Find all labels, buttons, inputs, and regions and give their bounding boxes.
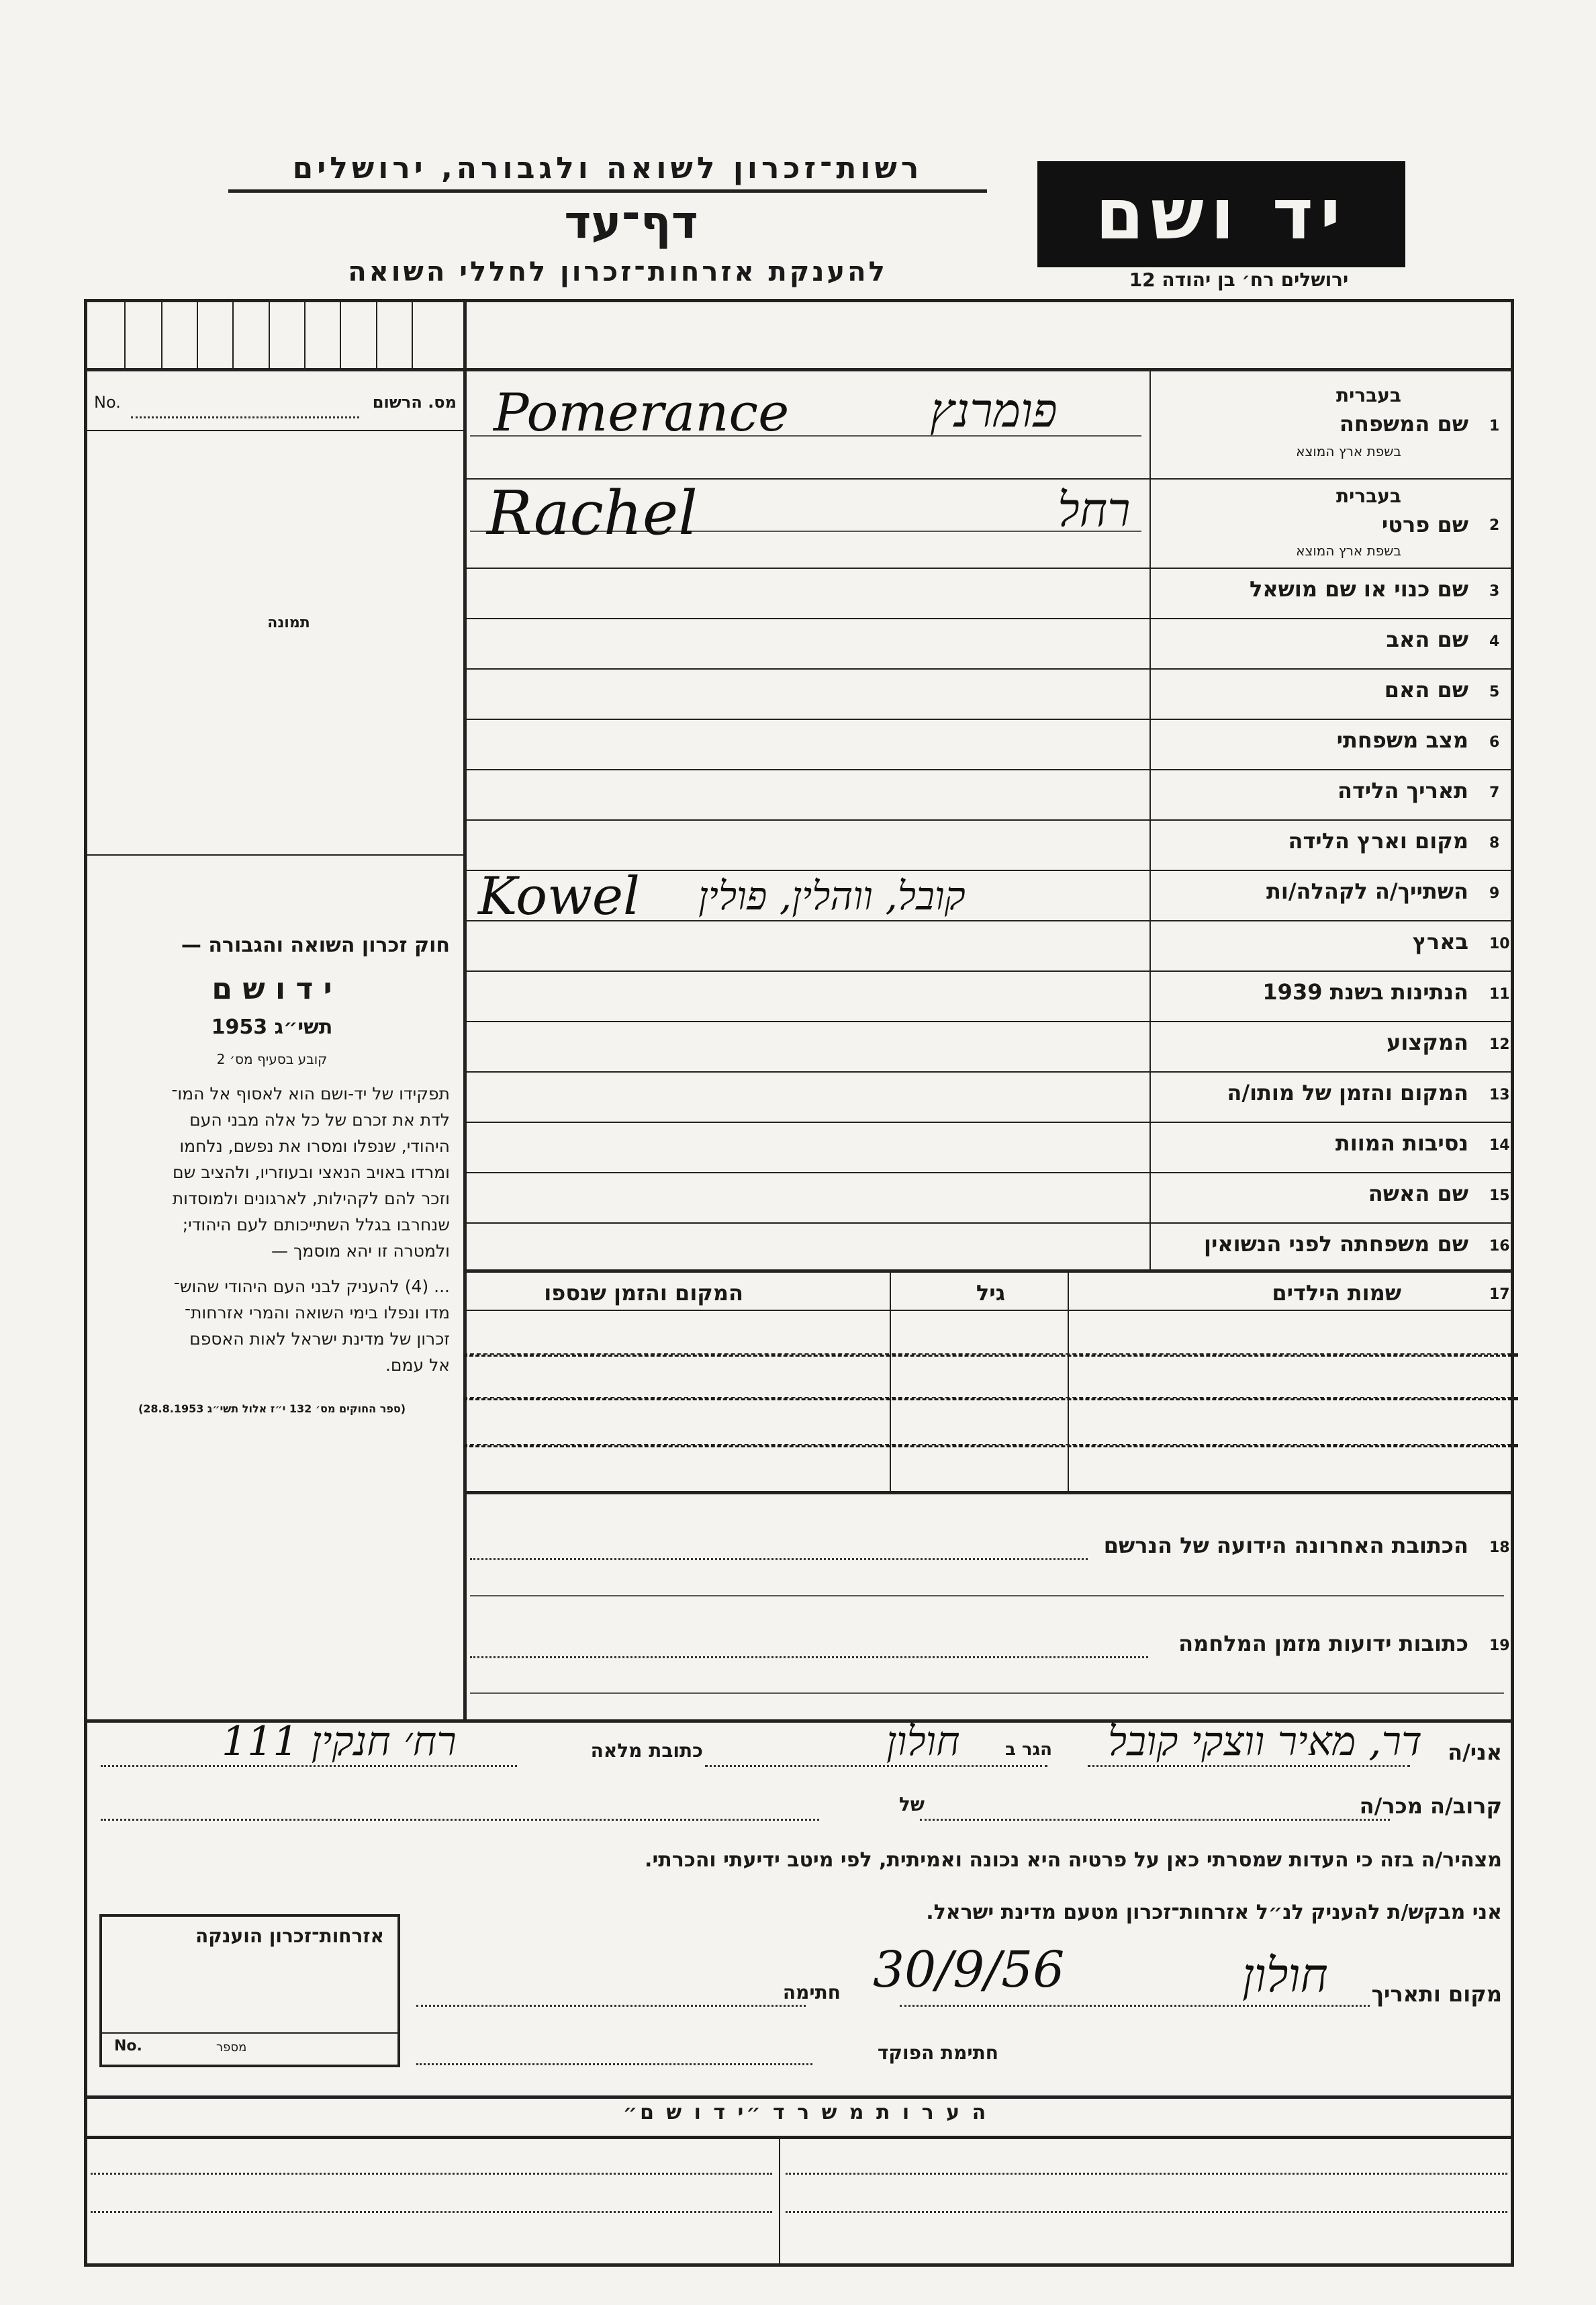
law-paragraph-2: ... (4) להעניק לבני העם היהודי שהוש־ מדו ונפלו בימי השואה והמרי אזרחות־ זכרון של מדינת ישראל לאות האספם אל עמם. — [173, 1277, 450, 1375]
authority-title: רשות־זכרון לשואה ולגבורה, ירושלים — [228, 151, 987, 193]
date-signed[interactable]: 30/9/56 — [873, 1941, 1065, 1999]
law-paragraph-1: תפקידו של יד-ושם הוא לאסוף אל המו־ לדת את זכרם של כל אלה מבני העם היהודי, שנפלו ומסרו את נפשם, נלחמו ומרדו באויב הנאצי ובעוזריו, ולהציב שם וזכר להם לקהילות, לארגונים ולמוסדות שנחרבו בגלל השתייכותם לעם היהודי; ולמטרה זו יהא מוסמך — — [171, 1084, 450, 1261]
law-citation: (ספר החוקים מס׳ 132 י״ז אלול תשי״ג 28.8.1953) — [138, 1402, 406, 1415]
family-name-hebrew[interactable]: פומרנץ — [930, 383, 1058, 438]
registration-number-field[interactable] — [131, 416, 359, 418]
logo-text: יד ושם — [1095, 173, 1348, 255]
declaration-text-2: אני מבקש/ת להעניק לנ״ל אזרחות־זכרון מטעם מדינת ישראל. — [926, 1901, 1502, 1924]
form-title: דף־עד — [564, 196, 698, 249]
family-name-local[interactable]: Pomerance — [494, 383, 790, 443]
first-name-local[interactable]: Rachel — [487, 478, 698, 549]
law-name: י ד ו ש ם — [212, 972, 332, 1006]
photo-label: תמונה — [267, 615, 310, 631]
community-local[interactable]: Kowel — [478, 866, 641, 927]
address: ירושלים רח׳ בן יהודה 12 — [1129, 269, 1349, 291]
reg-label-he: מס. הרשום — [372, 393, 457, 412]
law-box — [94, 934, 450, 1415]
full-address[interactable]: רח׳ חנקין 111 — [222, 1718, 457, 1765]
col-children-names: שמות הילדים — [1272, 1280, 1401, 1306]
law-section: קובע בסעיף מס׳ 2 — [216, 1051, 328, 1067]
grant-number-label: מספר — [216, 2040, 247, 2054]
office-notes-title: ה ע ר ו ת מ ש ר ד ״י ד ו ש ם״ — [622, 2101, 989, 2124]
community-hebrew[interactable]: קובל, ווהלין, פולין — [698, 873, 966, 919]
law-heading: חוק זכרון השואה והגבורה — — [181, 934, 450, 957]
form-subtitle: להענקת אזרחות־זכרון לחללי השואה — [348, 257, 888, 287]
grant-number-en: No. — [114, 2038, 142, 2054]
law-year: תשי״ג 1953 — [211, 1015, 333, 1039]
place-signed[interactable]: חולון — [1242, 1948, 1328, 2003]
declarant-name[interactable]: דר, מאיר ווצקי קובל — [1108, 1718, 1422, 1765]
reg-label-en: No. — [94, 393, 121, 412]
residence-city[interactable]: חולון — [886, 1718, 960, 1765]
declaration-text-1: מצהיר/ה בזה כי העדות שמסרתי כאן על פרטיה היא נכונה ואמיתית, לפי מיטב ידיעתי והכרתי. — [645, 1848, 1502, 1872]
yad-vashem-logo — [1037, 161, 1405, 267]
first-name-hebrew[interactable]: רחל — [1058, 482, 1131, 537]
grant-title: אזרחות־זכרון הוענקה — [195, 1925, 384, 1947]
registration-number-label — [94, 393, 457, 412]
col-place-time: המקום והזמן שנספו — [544, 1280, 743, 1306]
col-age: גיל — [976, 1280, 1005, 1306]
grant-box — [99, 1914, 400, 2067]
